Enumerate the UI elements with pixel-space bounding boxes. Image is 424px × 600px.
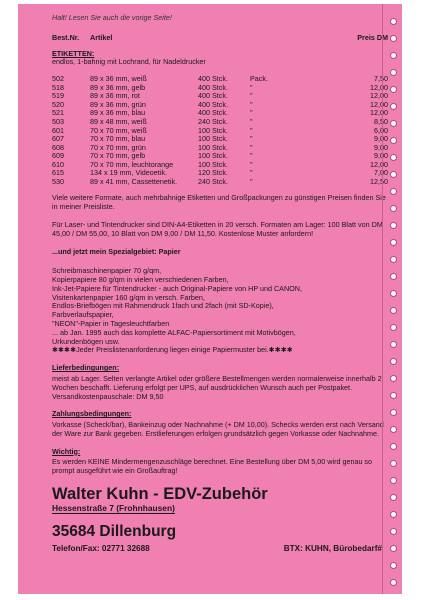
perforation-hole bbox=[390, 35, 397, 42]
laser-labels-text: Für Laser- und Tintendrucker sind DIN-A4-Etiketten in 20 versch. Formaten am Lager: 100 Blatt von DM 45,00 / DM 55,00, 10 Blatt von DM 9,00 / DM 11,50. Kostenlose Muster anfordern! bbox=[52, 220, 383, 238]
cell-best-nr: 521 bbox=[52, 108, 64, 118]
cell-best-nr: 503 bbox=[52, 116, 64, 126]
table-row bbox=[52, 178, 388, 187]
list-item: Urkundenbögen usw. bbox=[52, 336, 120, 346]
cell-best-nr: 530 bbox=[52, 176, 64, 186]
perforation-hole bbox=[390, 426, 397, 433]
perforation-hole bbox=[390, 494, 397, 501]
company-contact bbox=[52, 544, 388, 554]
perforation-hole bbox=[390, 222, 397, 229]
cell-quantity: 240 Stck. bbox=[198, 116, 228, 126]
list-item: Endlos-Briefbögen mit Rahmendruck 1fach und 2fach (mit SD-Kopie), bbox=[52, 301, 274, 311]
cell-quantity: 100 Stck. bbox=[198, 142, 228, 152]
perforation-hole bbox=[390, 52, 397, 59]
cell-quantity: 100 Stck. bbox=[198, 134, 228, 144]
perforation-hole bbox=[390, 511, 397, 518]
cell-unit: " bbox=[250, 168, 253, 178]
delivery-text: meist ab Lager. Selten verlangte Artikel oder größere Bestellmengen werden normalerweise innerhalb 2 Wochen beschafft. Lieferung erfolgt per UPS, auf ausdrücklichen Wunsch auch per Postpaket. Versandkostenpauschale: DM 9,50 bbox=[52, 373, 382, 401]
perforation-hole bbox=[390, 307, 397, 314]
list-item: Visitenkartenpapier 160 g/qm in versch. Farben, bbox=[52, 292, 205, 302]
paper-list bbox=[52, 267, 388, 355]
perforation-hole bbox=[390, 154, 397, 161]
perforation-hole bbox=[390, 239, 397, 246]
important-text: Es werden KEINE Mindermengenzuschläge berechnet. Eine Bestellung über DM 5,00 wird genau so prompt ausgeführt wie ein Großauftrag! bbox=[52, 457, 373, 476]
perforation-hole bbox=[390, 188, 397, 195]
etiketten-title: ETIKETTEN: bbox=[52, 48, 95, 58]
cell-best-nr: 519 bbox=[52, 91, 64, 101]
perforation-hole bbox=[390, 120, 397, 127]
perforation-hole bbox=[390, 477, 397, 484]
perforation-hole bbox=[390, 273, 397, 280]
cell-unit: " bbox=[250, 134, 253, 144]
cell-best-nr: 520 bbox=[52, 99, 64, 109]
payment-block bbox=[52, 410, 388, 438]
cell-artikel: 89 x 36 mm, weiß bbox=[90, 74, 147, 84]
list-item: "NEON"-Papier in Tagesleuchtfarben bbox=[52, 319, 170, 329]
cell-unit: " bbox=[250, 125, 253, 135]
cell-quantity: 400 Stck. bbox=[198, 108, 228, 118]
company-city: 35684 Dillenburg bbox=[52, 523, 177, 541]
cell-price: 6,00 bbox=[374, 125, 388, 135]
delivery-block bbox=[52, 364, 388, 401]
cell-unit: " bbox=[250, 116, 253, 126]
cell-quantity: 400 Stck. bbox=[198, 74, 228, 84]
cell-unit: " bbox=[250, 91, 253, 101]
list-item: Farbverlaufspapier, bbox=[52, 310, 114, 320]
cell-best-nr: 608 bbox=[52, 142, 64, 152]
cell-artikel: 70 x 70 mm, weiß bbox=[90, 125, 147, 135]
payment-title: Zahlungsbedingungen: bbox=[52, 409, 132, 419]
important-title: Wichtig: bbox=[52, 446, 81, 456]
cell-price: 9,00 bbox=[374, 134, 388, 144]
cell-quantity: 100 Stck. bbox=[198, 125, 228, 135]
cell-artikel: 70 x 70 mm, grün bbox=[90, 142, 146, 152]
perforation-hole bbox=[390, 137, 397, 144]
cell-best-nr: 609 bbox=[52, 151, 64, 161]
cell-quantity: 400 Stck. bbox=[198, 82, 228, 92]
important-block bbox=[52, 448, 388, 476]
perforation-hole bbox=[390, 256, 397, 263]
cell-price: 12,50 bbox=[370, 176, 388, 186]
cell-price: 12,00 bbox=[370, 82, 388, 92]
list-item: Ink-Jet-Papiere für Tintendrucker - auch Original-Papiere von HP und CANON, bbox=[52, 283, 302, 293]
list-item: Schreibmaschinenpapier 70 g/qm, bbox=[52, 266, 162, 276]
cell-artikel: 89 x 36 mm, gelb bbox=[90, 82, 146, 92]
perforation-hole bbox=[390, 579, 397, 586]
cell-unit: " bbox=[250, 99, 253, 109]
cell-price: 12,00 bbox=[370, 99, 388, 109]
cell-unit: " bbox=[250, 108, 253, 118]
perforation-hole bbox=[390, 86, 397, 93]
perforation-hole bbox=[390, 290, 397, 297]
paper-section-heading: ...und jetzt mein Spezialgebiet: Papier bbox=[52, 246, 181, 256]
cell-artikel: 134 x 19 mm, Videoetik. bbox=[90, 168, 167, 178]
cell-unit: " bbox=[250, 142, 253, 152]
cell-quantity: 100 Stck. bbox=[198, 151, 228, 161]
list-item: ✱✱✱✱Jeder Preislistenanforderung liegen einige Papiermuster bei.✱✱✱✱ bbox=[52, 345, 293, 355]
payment-text: Vorkasse (Scheck/bar), Bankeinzug oder Nachnahme (+ DM 10,00). Schecks werden erst nach Versand der Ware zur Bank gegeben. Erstlieferungen erfolgen grundsätzlich gegen Vorkasse oder Nachnahme. bbox=[52, 420, 384, 438]
cell-artikel: 89 x 36 mm, rot bbox=[90, 91, 140, 101]
cell-price: 7,50 bbox=[374, 74, 388, 84]
notice-read-previous-page: Halt! Lesen Sie auch die vorige Seite! bbox=[52, 13, 172, 22]
more-formats-text: Viele weitere Formate, auch mehrbahnige Etiketten und Großpackungen zu günstigen Preisen finden Sie in meiner Preisliste. bbox=[52, 193, 386, 212]
cell-best-nr: 601 bbox=[52, 125, 64, 135]
perforation-hole bbox=[390, 358, 397, 365]
cell-best-nr: 610 bbox=[52, 159, 64, 169]
cell-price: 7,00 bbox=[374, 168, 388, 178]
perforation-hole bbox=[390, 460, 397, 467]
cell-price: 9,00 bbox=[374, 151, 388, 161]
cell-price: 12,00 bbox=[370, 159, 388, 169]
perforation-hole bbox=[390, 324, 397, 331]
cell-price: 12,00 bbox=[370, 91, 388, 101]
perforation-hole bbox=[390, 528, 397, 535]
phone-fax: Telefon/Fax: 02771 32688 bbox=[52, 544, 150, 554]
perforation-hole bbox=[390, 205, 397, 212]
column-header bbox=[52, 34, 388, 43]
cell-quantity: 120 Stck. bbox=[198, 168, 228, 178]
etiketten-subtitle: endlos, 1-bahnig mit Lochrand, für Nadeldrucker bbox=[52, 57, 206, 67]
cell-quantity: 240 Stck. bbox=[198, 176, 228, 186]
cell-unit: " bbox=[250, 176, 253, 186]
perforation-strip bbox=[382, 4, 402, 594]
col-best-nr: Best.Nr. bbox=[52, 32, 80, 42]
delivery-title: Lieferbedingungen: bbox=[52, 363, 120, 373]
perforation-hole bbox=[390, 409, 397, 416]
perforation-hole bbox=[390, 562, 397, 569]
perforation-hole bbox=[390, 69, 397, 76]
list-item: Kopierpapiere 80 g/qm in vielen verschiedenen Farben, bbox=[52, 275, 229, 285]
company-street: Hessenstraße 7 (Frohnhausen) bbox=[52, 503, 175, 514]
cell-unit: " bbox=[250, 159, 253, 169]
cell-quantity: 100 Stck. bbox=[198, 159, 228, 169]
cell-quantity: 400 Stck. bbox=[198, 91, 228, 101]
cell-best-nr: 615 bbox=[52, 168, 64, 178]
perforation-hole bbox=[390, 341, 397, 348]
catalog-page bbox=[18, 4, 402, 594]
list-item: ... ab Jan. 1995 auch das komplette ALFAC-Papiersortiment mit Motivbögen, bbox=[52, 327, 296, 337]
cell-artikel: 70 x 70 mm, gelb bbox=[90, 151, 146, 161]
cell-artikel: 89 x 41 mm, Cassettenetik. bbox=[90, 176, 178, 186]
perforation-hole bbox=[390, 375, 397, 382]
perforation-hole bbox=[390, 103, 397, 110]
perforation-hole bbox=[390, 545, 397, 552]
btx-address: BTX: KUHN, Bürobedarf# bbox=[283, 544, 382, 554]
cell-price: 12,00 bbox=[370, 108, 388, 118]
cell-price: 8,50 bbox=[374, 116, 388, 126]
company-name: Walter Kuhn - EDV-Zubehör bbox=[52, 484, 268, 503]
perforation-hole bbox=[390, 392, 397, 399]
cell-artikel: 70 x 70 mm, blau bbox=[90, 134, 146, 144]
cell-quantity: 400 Stck. bbox=[198, 99, 228, 109]
perforation-hole bbox=[390, 18, 397, 25]
perforation-hole bbox=[390, 171, 397, 178]
cell-price: 9,00 bbox=[374, 142, 388, 152]
col-artikel: Artikel bbox=[90, 32, 113, 42]
cell-best-nr: 607 bbox=[52, 134, 64, 144]
cell-artikel: 89 x 48 mm, weiß bbox=[90, 116, 147, 126]
cell-unit: " bbox=[250, 151, 253, 161]
cell-unit: " bbox=[250, 82, 253, 92]
cell-unit: Pack. bbox=[250, 74, 268, 84]
label-price-table bbox=[52, 75, 388, 186]
cell-artikel: 70 x 70 mm, leuchtorange bbox=[90, 159, 174, 169]
perforation-hole bbox=[390, 443, 397, 450]
cell-artikel: 89 x 36 mm, blau bbox=[90, 108, 146, 118]
cell-best-nr: 518 bbox=[52, 82, 64, 92]
cell-best-nr: 502 bbox=[52, 74, 64, 84]
col-preis: Preis DM bbox=[357, 32, 388, 42]
cell-artikel: 89 x 36 mm, grün bbox=[90, 99, 146, 109]
